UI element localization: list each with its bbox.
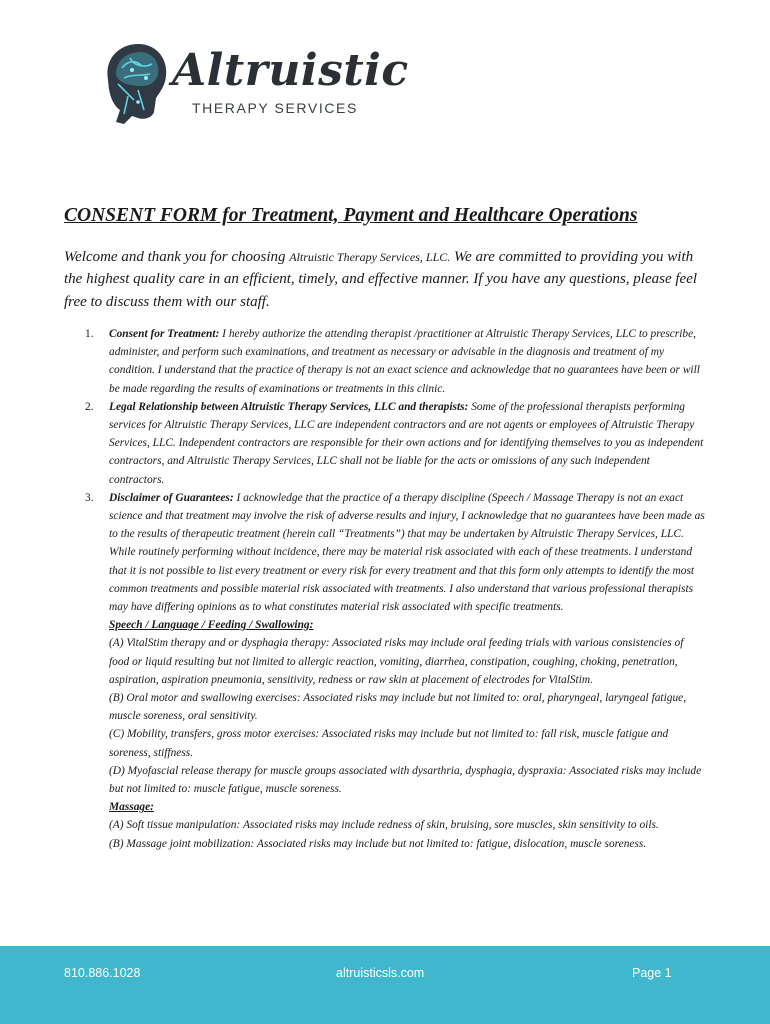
company-logo: [94, 40, 409, 130]
item-text: Some of the professional therapists performing services for Altruistic Therapy Services, LLC are independent contractors and are not agents or employees of Altruistic Therapy Services, LLC. Independent contractors are responsible for their own actions and for identifying themselves to you as independent contractors, and Altruistic Therapy Services, LLC shall not be liable for the acts or omissions of any such independent contractors.: [109, 400, 704, 486]
page-title: CONSENT FORM for Treatment, Payment and Healthcare Operations: [64, 205, 638, 226]
item-number: 2.: [85, 400, 94, 413]
brand-name: Altruistic: [172, 45, 409, 96]
item-heading: Consent for Treatment:: [109, 328, 220, 340]
speech-risk-c: (C) Mobility, transfers, gross motor exercises: Associated risks may include but not limited to: fall risk, muscle fatigue and soreness, stiffness.: [109, 728, 669, 759]
speech-risk-a: (A) VitalStim therapy and or dysphagia therapy: Associated risks may include oral feeding trials with various consistencies of food or liquid resulting but not limited to allergic reaction, vomiting, diarrhea, constipation, coughing, choking, penetration, aspiration, aspiration pneumonia, sensitivity, redness or raw skin at placement of electrodes for VitalStim.: [109, 637, 684, 686]
footer-page-number: Page 1: [632, 966, 672, 980]
intro-paragraph: [64, 246, 704, 313]
footer-phone: 810.886.1028: [64, 966, 141, 980]
term-item-legal-relationship: [64, 398, 706, 489]
item-number: 3.: [85, 491, 94, 504]
intro-text-continued: We are committed to providing you with the highest quality care in an efficient, timely, and effective manner. If you have any questions, please feel free to discuss them with our staff.: [64, 249, 698, 310]
term-item-consent: [64, 325, 706, 398]
brain-head-icon: [94, 40, 174, 126]
speech-risk-b: (B) Oral motor and swallowing exercises: Associated risks may include but not limited to: oral, pharyngeal, laryngeal fatigue, muscle soreness, oral sensitivity.: [109, 692, 687, 723]
page-footer: [0, 946, 770, 1024]
massage-risk-a: (A) Soft tissue manipulation: Associated risks may include redness of skin, bruising, sore muscles, skin sensitivity to oils.: [109, 819, 659, 832]
item-heading: Disclaimer of Guarantees:: [109, 491, 234, 504]
item-heading: Legal Relationship between Altruistic Therapy Services, LLC and therapists:: [109, 400, 469, 413]
item-number: 1.: [85, 328, 94, 340]
term-item-disclaimer: [64, 489, 706, 853]
massage-section-heading: Massage:: [109, 801, 154, 814]
item-text: I acknowledge that the practice of a therapy discipline (Speech / Massage Therapy is not an exact science and that treatment may involve the risk of adverse results and injury, I acknowledge that no guarantees have been made as to the results of therapeutic treatment (herein call “Treatments”) that may be undertaken by Altruistic Therapy Services, LLC. While routinely performing without incidence, there may be material risk associated with each of these treatments. I understand that it is not possible to list every treatment or every risk for every treatment and that this form only attempts to identify the most common treatments and possible material risk associated with treatments. I also understand that various professional therapists may have differing opinions as to what constitutes material risk associated with specific treatments.: [109, 491, 705, 614]
massage-risk-b: (B) Massage joint mobilization: Associated risks may include but not limited to: fatigue, dislocation, muscle soreness.: [109, 837, 647, 850]
speech-section-heading: Speech / Language / Feeding / Swallowing:: [109, 619, 314, 632]
terms-list: [64, 325, 706, 853]
organization-name: Altruistic Therapy Services, LLC.: [289, 250, 451, 264]
item-text: I hereby authorize the attending therapist /practitioner at Altruistic Therapy Services, LLC to prescribe, administer, and perform such examinations, and treatment as necessary or advisable in the diagnosis and treatment of my condition. I understand that the practice of therapy is not an exact science and acknowledge that no guarantees have been or will be made regarding the results of examinations or treatments in this clinic.: [109, 328, 700, 395]
speech-risk-d: (D) Myofascial release therapy for muscle groups associated with dysarthria, dysphagia, dyspraxia: Associated risks may include but not limited to: muscle fatigue, muscle soreness.: [109, 764, 702, 796]
footer-website: altruisticsls.com: [336, 966, 425, 980]
brand-subtitle: THERAPY SERVICES: [192, 100, 358, 116]
intro-text: Welcome and thank you for choosing: [64, 249, 290, 265]
